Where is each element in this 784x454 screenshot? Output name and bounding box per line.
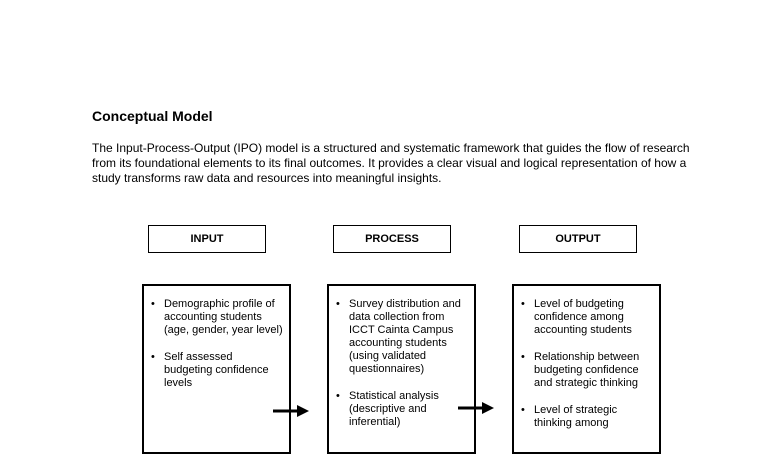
input-item: • Self assessed budgeting confidence levels bbox=[148, 351, 283, 390]
arrow-right-icon bbox=[458, 401, 494, 415]
input-box bbox=[142, 284, 291, 454]
process-item: • Survey distribution and data collection from ICCT Cainta Campus accounting students (using validated questionnaires) bbox=[333, 298, 468, 376]
section-heading: Conceptual Model bbox=[92, 108, 213, 124]
output-item: • Level of strategic thinking among bbox=[518, 404, 653, 430]
output-item: • Level of budgeting confidence among accounting students bbox=[518, 298, 653, 337]
output-item: • Relationship between budgeting confidence and strategic thinking bbox=[518, 351, 653, 390]
input-header: INPUT bbox=[148, 225, 266, 253]
output-header: OUTPUT bbox=[519, 225, 637, 253]
arrow-right-icon bbox=[273, 404, 309, 418]
process-box bbox=[327, 284, 476, 454]
intro-paragraph: The Input-Process-Output (IPO) model is a structured and systematic framework that guides the flow of research from its foundational elements to its final outcomes. It provides a clear visual and logical representation of how a study transforms raw data and resources into meaningful insights. bbox=[92, 141, 690, 185]
input-item: • Demographic profile of accounting students (age, gender, year level) bbox=[148, 298, 283, 337]
output-box bbox=[512, 284, 661, 454]
process-header: PROCESS bbox=[333, 225, 451, 253]
process-item: • Statistical analysis (descriptive and inferential) bbox=[333, 390, 468, 429]
